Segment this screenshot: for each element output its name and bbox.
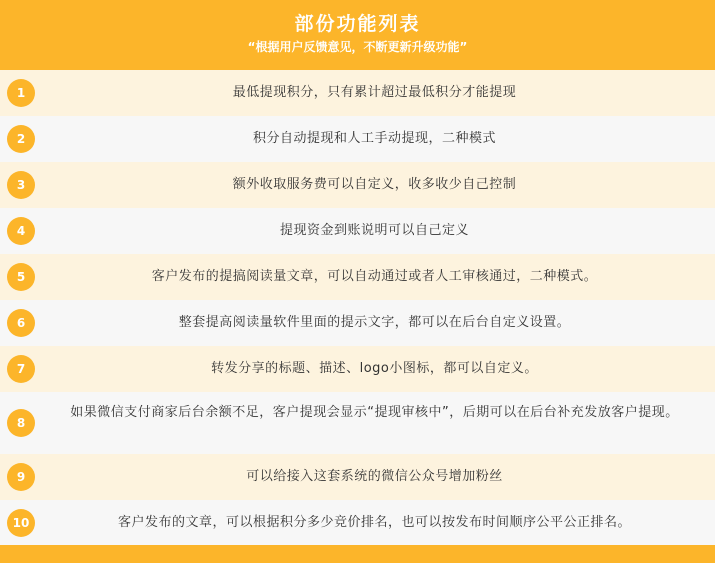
feature-row-8 (0, 392, 715, 454)
page-title: 部份功能列表 (294, 13, 421, 35)
feature-row-9 (0, 454, 715, 500)
feature-row-1 (0, 70, 715, 116)
feature-row-10 (0, 500, 715, 546)
feature-row-2 (0, 116, 715, 162)
feature-text: 提现资金到账说明可以自己定义 (279, 223, 469, 238)
number-badge: 9 (7, 463, 35, 491)
number-badge: 5 (7, 263, 35, 291)
feature-row-4 (0, 208, 715, 254)
feature-text: 客户发布的文章，可以根据积分多少竞价排名，也可以按发布时间顺序公平公正排名。 (117, 515, 631, 530)
feature-text: 客户发布的提搞阅读量文章，可以自动通过或者人工审核通过，二种模式。 (151, 269, 598, 284)
feature-row-6 (0, 300, 715, 346)
feature-row-3 (0, 162, 715, 208)
feature-row-7 (0, 346, 715, 392)
number-badge: 2 (7, 125, 35, 153)
number-badge: 10 (7, 509, 35, 537)
footer-bar (0, 545, 715, 563)
feature-row-5 (0, 254, 715, 300)
number-badge: 6 (7, 309, 35, 337)
number-badge: 3 (7, 171, 35, 199)
feature-text: 额外收取服务费可以自定义，收多收少自己控制 (232, 177, 517, 192)
number-badge: 8 (7, 409, 35, 437)
feature-text: 转发分享的标题、描述、logo小图标，都可以自定义。 (211, 361, 538, 376)
number-badge: 4 (7, 217, 35, 245)
feature-text: 如果微信支付商家后台余额不足，客户提现会显示“提现审核中”，后期可以在后台补充发放客户提现。 (70, 405, 679, 420)
number-badge: 7 (7, 355, 35, 383)
feature-text: 整套提高阅读量软件里面的提示文字，都可以在后台自定义设置。 (178, 315, 571, 330)
header-banner (0, 0, 715, 70)
feature-text: 最低提现积分，只有累计超过最低积分才能提现 (232, 85, 517, 100)
feature-text: 积分自动提现和人工手动提现，二种模式 (252, 131, 496, 146)
feature-text: 可以给接入这套系统的微信公众号增加粉丝 (246, 469, 503, 484)
number-badge: 1 (7, 79, 35, 107)
page-subtitle: “根据用户反馈意见，不断更新升级功能” (247, 40, 468, 54)
